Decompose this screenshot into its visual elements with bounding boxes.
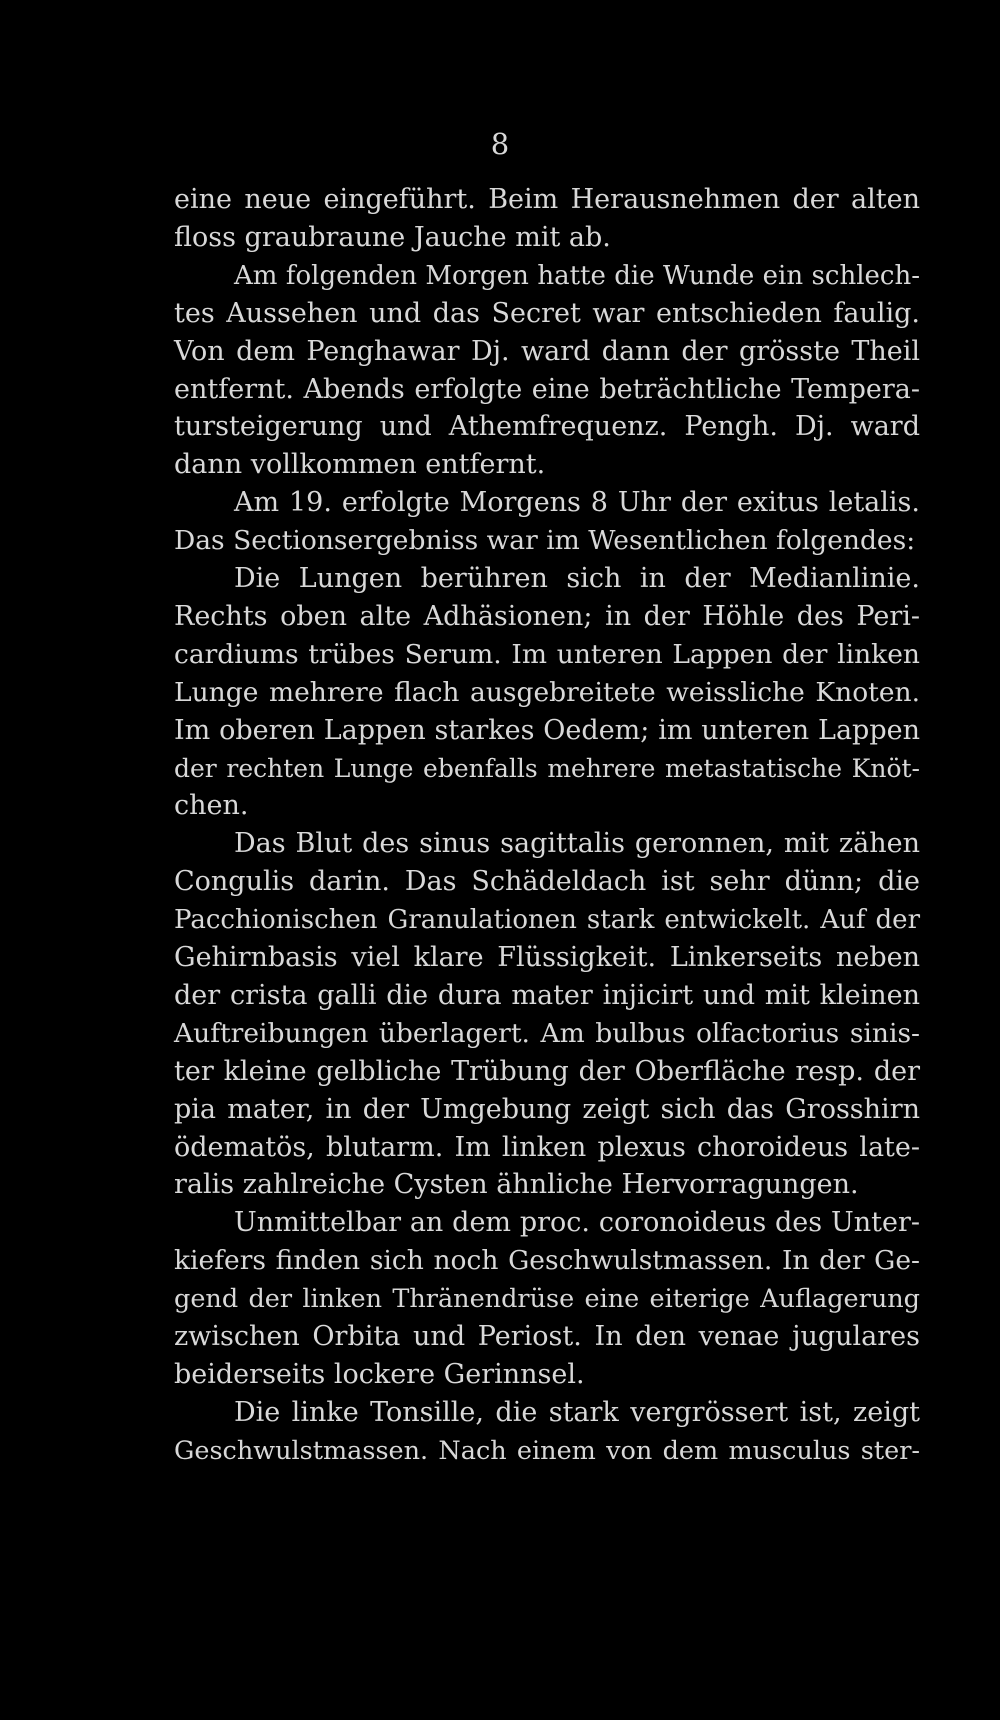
text-line: Unmittelbar an dem proc. coronoideus des Unter- — [234, 1207, 920, 1239]
text-line: Die Lungen berühren sich in der Medianlinie. — [234, 563, 920, 594]
text-line: Pacchionischen Granulationen stark entwickelt. Auf der — [174, 905, 920, 936]
text-line: Gehirnbasis viel klare Flüssigkeit. Linkerseits neben — [174, 942, 920, 973]
page-number: 8 — [490, 127, 510, 161]
text-line: entfernt. Abends erfolgte eine beträchtliche Tempera- — [174, 373, 920, 405]
text-line: beiderseits lockere Gerinnsel. — [174, 1358, 585, 1390]
text-line: zwischen Orbita und Periost. In den venae jugulares — [174, 1321, 920, 1352]
text-line: tes Aussehen und das Secret war entschieden faulig. — [174, 297, 920, 329]
text-line: der crista galli die dura mater injicirt und mit kleinen — [174, 979, 920, 1011]
text-line: Am 19. erfolgte Morgens 8 Uhr der exitus letalis. — [234, 487, 920, 519]
text-line: Auftreibungen überlagert. Am bulbus olfactorius sinis- — [174, 1017, 920, 1049]
text-line: der rechten Lunge ebenfalls mehrere metastatische Knöt- — [174, 753, 920, 783]
text-line: chen. — [174, 790, 249, 822]
text-line: Rechts oben alte Adhäsionen; in der Höhle des Peri- — [174, 600, 920, 632]
text-line: Geschwulstmassen. Nach einem von dem musculus ster- — [174, 1435, 920, 1466]
text-line: Im oberen Lappen starkes Oedem; im unteren Lappen — [174, 714, 920, 746]
text-line: ter kleine gelbliche Trübung der Oberfläche resp. der — [174, 1055, 920, 1087]
text-line: Lunge mehrere flach ausgebreitete weissliche Knoten. — [174, 676, 920, 708]
text-line: Das Blut des sinus sagittalis geronnen, mit zähen — [234, 828, 920, 860]
text-line: gend der linken Thränendrüse eine eiterige Auflagerung — [174, 1284, 920, 1315]
text-line: Congulis darin. Das Schädeldach ist sehr dünn; die — [174, 866, 920, 898]
text-line: dann vollkommen entfernt. — [174, 449, 546, 481]
text-line: ralis zahlreiche Cysten ähnliche Hervorragungen. — [174, 1169, 859, 1201]
text-line: pia mater, in der Umgebung zeigt sich das Grosshirn — [174, 1093, 920, 1125]
text-line: ödematös, blutarm. Im linken plexus choroideus late- — [174, 1131, 920, 1163]
text-line: Von dem Penghawar Dj. ward dann der grösste Theil — [174, 335, 920, 367]
text-line: cardiums trübes Serum. Im unteren Lappen der linken — [174, 638, 920, 670]
text-line: Die linke Tonsille, die stark vergrössert ist, zeigt — [234, 1396, 920, 1428]
text-line: tursteigerung und Athemfrequenz. Pengh. Dj. ward — [174, 411, 920, 443]
text-line: kiefers finden sich noch Geschwulstmassen. In der Ge- — [174, 1245, 920, 1277]
text-line: Am folgenden Morgen hatte die Wunde ein schlech- — [234, 260, 920, 291]
text-line: floss graubraune Jauche mit ab. — [174, 221, 611, 253]
text-line: Das Sectionsergebniss war im Wesentlichen folgendes: — [174, 525, 916, 557]
text-line: eine neue eingeführt. Beim Herausnehmen der alten — [174, 184, 920, 215]
